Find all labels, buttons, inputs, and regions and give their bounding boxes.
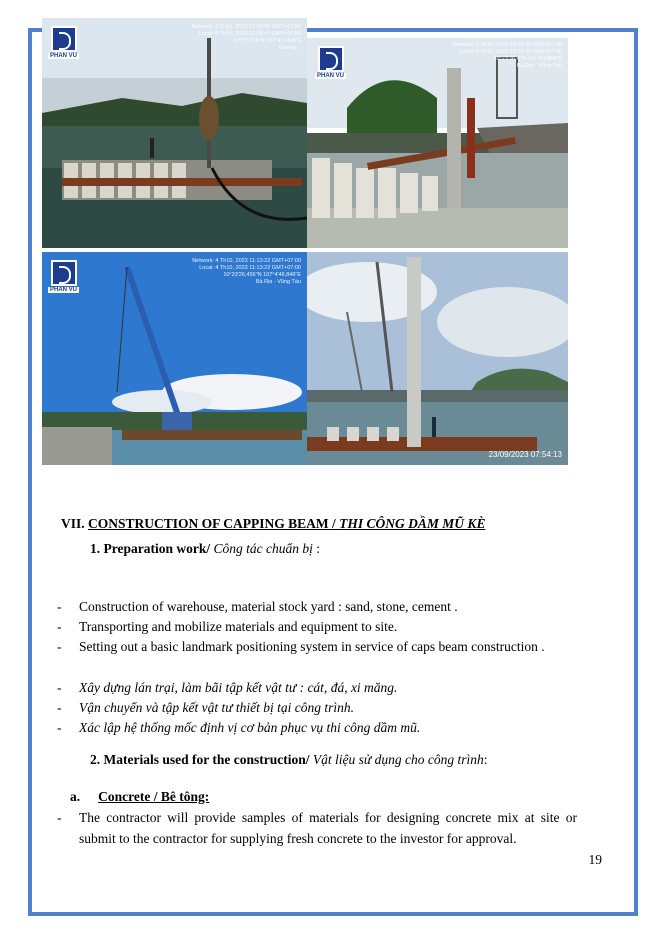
photo-metadata-stamp: Network: 4 Th10, 2023 17:08:49 GMT+07:00 Local: 4 Th10, 2023 17:08:47 GMT+07:00 10°23'27,6"N 107°4'3,438"E Đường... xyxy=(191,24,301,51)
subheading-vi: Vật liệu sử dụng cho công trình xyxy=(309,752,484,767)
list-item: - Xây dựng lán trại, làm bãi tập kết vật tư : cát, đá, xi măng. xyxy=(57,680,398,695)
list-item: - Construction of warehouse, material stock yard : sand, stone, cement . xyxy=(57,599,458,614)
list-item: - Xác lập hệ thống mốc định vị cơ bản phục vụ thi công dầm mũ. xyxy=(57,720,421,735)
construction-photo-4 xyxy=(307,252,568,465)
list-item: - Setting out a basic landmark positioning system in service of caps beam construction . xyxy=(57,639,545,654)
photo-metadata-stamp: Network: 4 Th10, 2023 11:13:22 GMT+07:00 Local: 4 Th10, 2023 11:13:22 GMT+07:00 10°23'26,456"N 107°4'46,846"E Bà Rịa - Vũng Tàu xyxy=(192,258,301,285)
section-number: VII. xyxy=(61,516,85,531)
list-item: - Transporting and mobilize materials and equipment to site. xyxy=(57,619,398,634)
section-title-en: CONSTRUCTION OF CAPPING BEAM xyxy=(88,516,329,531)
phan-vu-logo: PHAN VŨ xyxy=(315,46,346,79)
section-title-vi: THI CÔNG DẦM MŨ KÈ xyxy=(339,516,486,531)
phan-vu-logo: PHAN VŨ xyxy=(48,26,79,59)
list-item: - The contractor will provide samples of materials for designing concrete mix at site or submit to the contractor for supplying fresh concrete to the investor for approval. xyxy=(57,810,577,846)
subheading-preparation: 1. Preparation work/ Công tác chuẩn bị : xyxy=(90,541,321,556)
subheading-label: 2. Materials used for the construction/ xyxy=(90,752,310,767)
section-separator: / xyxy=(328,516,340,531)
concrete-heading: a. Concrete / Bê tông: xyxy=(70,789,210,804)
photo-date-stamp: 23/09/2023 07:54:13 xyxy=(488,450,562,459)
construction-photo-1 xyxy=(42,18,307,248)
subheading-label: 1. Preparation work/ xyxy=(90,541,211,556)
subheading-vi: Công tác chuẩn bị xyxy=(210,541,313,556)
list-item: - Vận chuyển và tập kết vật tư thiết bị tại công trình. xyxy=(57,700,355,715)
section-heading xyxy=(61,516,485,532)
page-number: 19 xyxy=(588,852,602,867)
phan-vu-logo: PHAN VŨ xyxy=(48,260,79,293)
construction-photo-2 xyxy=(307,38,568,248)
photo-metadata-stamp: Network: 6 Th10, 2023 15:52:49 GMT+07:00 Local: 6 Th10, 2023 15:52:49 GMT+07:00 10°23'26,4"N 107°4'3,856"E Bà Rịa - Vũng Tàu xyxy=(452,42,562,69)
subheading-materials: 2. Materials used for the construction/ Vật liệu sử dụng cho công trình: xyxy=(90,752,488,767)
construction-photo-3 xyxy=(42,252,307,465)
